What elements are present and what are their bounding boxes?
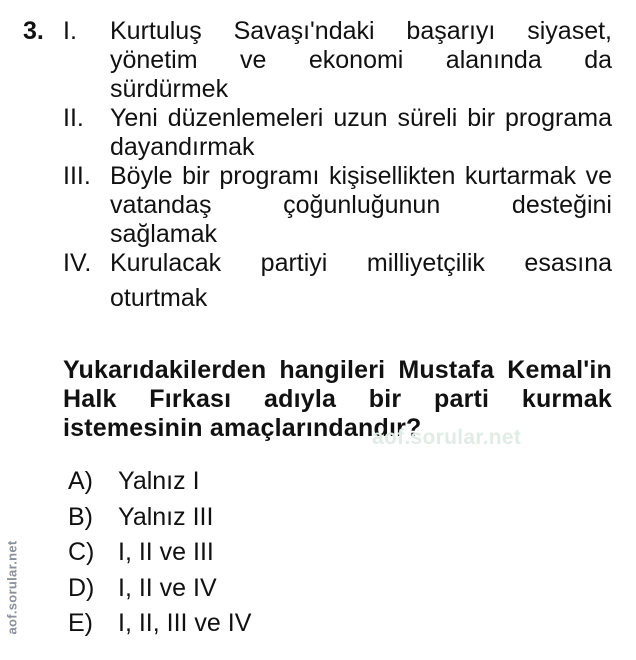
- premise-4: [63, 249, 612, 313]
- watermark-side: aof.sorular.net: [4, 540, 20, 635]
- premise-2-text: Yeni düzenlemeleri uzun süreli bir programa dayandırmak: [110, 104, 612, 161]
- premise-3: [63, 162, 612, 249]
- answer-choices: [68, 464, 251, 642]
- choice-b[interactable]: [68, 500, 251, 536]
- premise-1-numeral: I.: [63, 17, 77, 45]
- choice-e-text: I, II, III ve IV: [118, 609, 252, 637]
- choice-b-letter: B): [68, 502, 93, 531]
- choice-e-letter: E): [68, 609, 93, 637]
- choice-a[interactable]: [68, 464, 251, 500]
- choice-a-text: Yalnız I: [118, 467, 200, 495]
- choice-c-text: I, II ve III: [118, 538, 214, 566]
- premise-3-text-a: Böyle bir programı kişisellikten kurtarmak ve vatandaş çoğunluğunun desteğini: [110, 162, 612, 219]
- choice-c-letter: C): [68, 538, 95, 566]
- premise-1: [63, 17, 612, 104]
- premise-3-numeral: III.: [63, 162, 91, 190]
- premise-3-text-b: sağlamak: [110, 220, 217, 248]
- premise-1-text-b: sürdürmek: [110, 75, 229, 103]
- premise-4-text-a: Kurulacak partiyi milliyetçilik esasına: [110, 249, 612, 277]
- premise-4-numeral: IV.: [63, 249, 92, 277]
- choice-e[interactable]: [68, 606, 251, 642]
- question-number: 3.: [23, 17, 44, 45]
- premise-2: [63, 104, 612, 162]
- choice-d[interactable]: [68, 571, 251, 607]
- watermark-center: aof.sorular.net: [372, 426, 522, 449]
- premise-2-numeral: II.: [63, 104, 84, 132]
- choice-b-text: Yalnız III: [118, 502, 214, 531]
- choice-c[interactable]: [68, 535, 251, 571]
- choice-a-letter: A): [68, 467, 93, 495]
- question-stem: Yukarıdakilerden hangileri Mustafa Kemal'in Halk Fırkası adıyla bir parti kurmak istemesinin amaçlarındandır?: [63, 356, 612, 442]
- choice-d-letter: D): [68, 573, 95, 602]
- premise-1-text-a: Kurtuluş Savaşı'ndaki başarıyı siyaset, yönetim ve ekonomi alanında da: [110, 17, 612, 74]
- premise-4-text-b: oturtmak: [110, 284, 208, 312]
- choice-d-text: I, II ve IV: [118, 573, 217, 602]
